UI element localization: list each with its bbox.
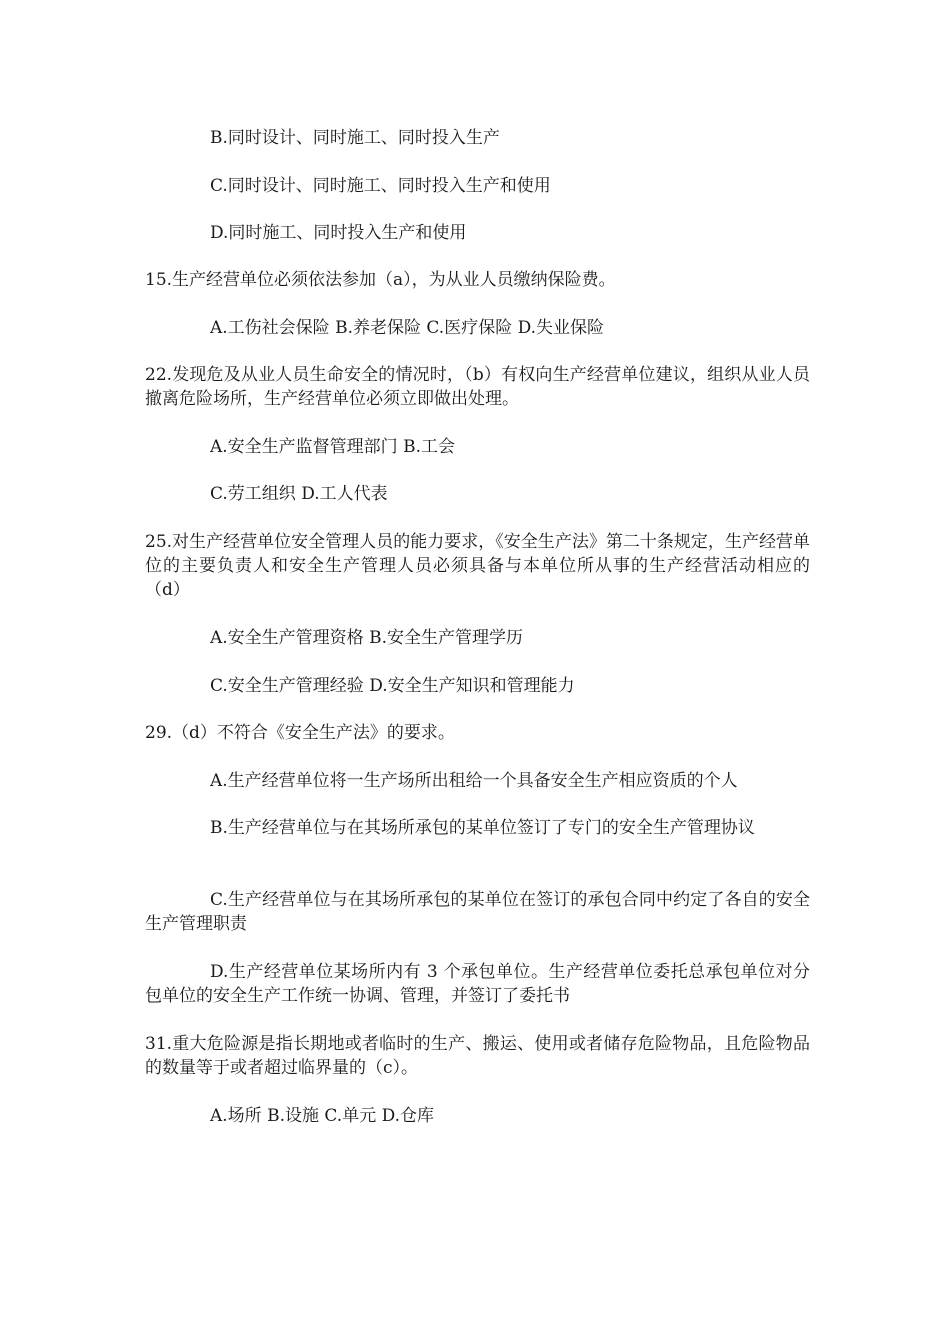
- question-25: 25.对生产经营单位安全管理人员的能力要求，《安全生产法》第二十条规定，生产经营单位的主要负责人和安全生产管理人员必须具备与本单位所从事的生产经营活动相应的（d）: [145, 532, 810, 600]
- question-15: 15.生产经营单位必须依法参加（a），为从业人员缴纳保险费。: [145, 270, 616, 290]
- question-29-option-c: C.生产经营单位与在其场所承包的某单位在签订的承包合同中约定了各自的安全生产管理职责: [145, 890, 810, 934]
- option-c-line: C.同时设计、同时施工、同时投入生产和使用: [210, 176, 551, 196]
- question-29-option-d: D.生产经营单位某场所内有 3 个承包单位。生产经营单位委托总承包单位对分包单位的安全生产工作统一协调、管理，并签订了委托书: [145, 962, 810, 1006]
- question-29: 29.（d）不符合《安全生产法》的要求。: [145, 723, 455, 743]
- question-22-options-ab: A.安全生产监督管理部门 B.工会: [210, 437, 455, 457]
- option-d-line: D.同时施工、同时投入生产和使用: [210, 223, 467, 243]
- question-15-options: A.工伤社会保险 B.养老保险 C.医疗保险 D.失业保险: [210, 318, 605, 338]
- question-25-options-ab: A.安全生产管理资格 B.安全生产管理学历: [210, 628, 523, 648]
- question-31: 31.重大危险源是指长期地或者临时的生产、搬运、使用或者储存危险物品，且危险物品的数量等于或者超过临界量的（c）。: [145, 1034, 810, 1078]
- question-22: 22.发现危及从业人员生命安全的情况时，（b）有权向生产经营单位建议，组织从业人员撤离危险场所，生产经营单位必须立即做出处理。: [145, 365, 810, 409]
- option-b-line: B.同时设计、同时施工、同时投入生产: [210, 128, 500, 148]
- question-25-options-cd: C.安全生产管理经验 D.安全生产知识和管理能力: [210, 676, 575, 696]
- question-22-options-cd: C.劳工组织 D.工人代表: [210, 484, 388, 504]
- question-31-options: A.场所 B.设施 C.单元 D.仓库: [210, 1106, 435, 1126]
- question-29-option-b: B.生产经营单位与在其场所承包的某单位签订了专门的安全生产管理协议: [210, 818, 755, 838]
- question-29-option-a: A.生产经营单位将一生产场所出租给一个具备安全生产相应资质的个人: [210, 771, 738, 791]
